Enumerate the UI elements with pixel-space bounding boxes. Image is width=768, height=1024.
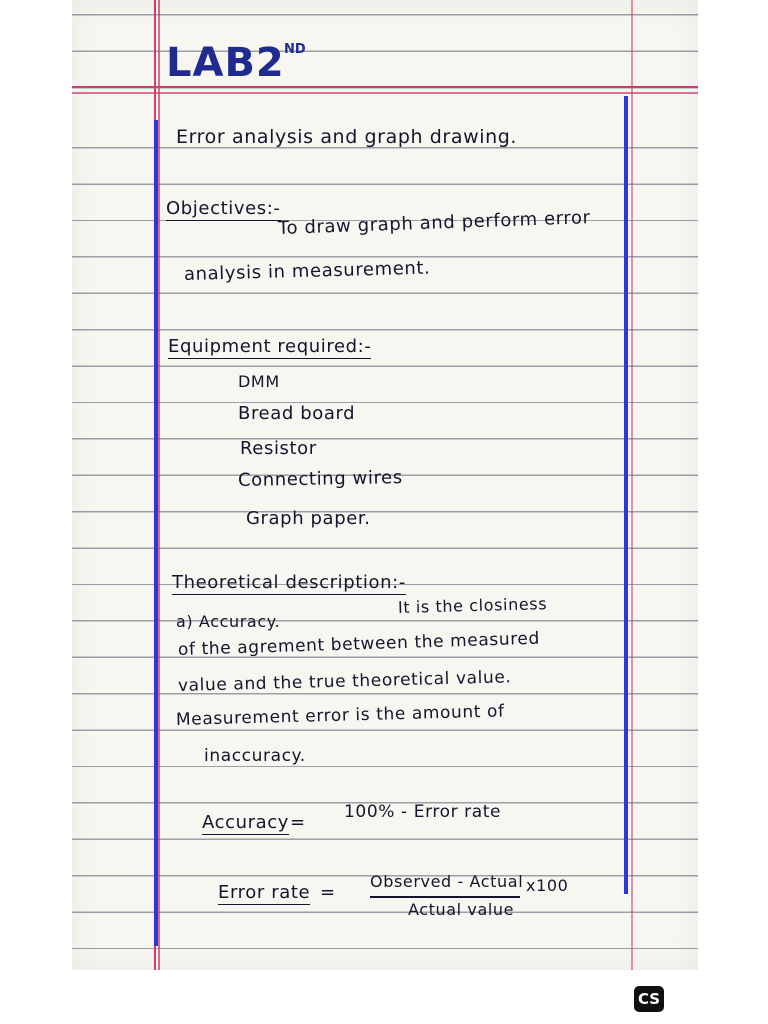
right-margin-line xyxy=(631,0,633,970)
equipment-item-breadboard: Bread board xyxy=(238,403,356,424)
theory-line-3: value and the true theoretical value. xyxy=(177,667,512,696)
error-formula-lhs: Error rate xyxy=(218,882,311,903)
left-margin-line-2 xyxy=(158,0,160,970)
equipment-item-graph-paper: Graph paper. xyxy=(246,508,371,529)
camscanner-logo: CS xyxy=(634,986,664,1012)
objectives-line-2: analysis in measurement. xyxy=(183,257,431,285)
equipment-heading: Equipment required:- xyxy=(168,336,372,357)
topic-line: Error analysis and graph drawing. xyxy=(176,126,518,148)
accuracy-formula-rhs: 100% - Error rate xyxy=(344,802,502,822)
pen-left-border xyxy=(154,120,158,946)
error-formula-multiplier: x100 xyxy=(526,876,569,895)
error-formula-fraction-bar xyxy=(370,896,520,898)
objectives-line-1: To draw graph and perform error xyxy=(277,207,591,239)
theory-line-5: inaccuracy. xyxy=(204,746,306,766)
page-title-superscript: ND xyxy=(284,42,306,57)
accuracy-label: a) Accuracy. xyxy=(176,612,281,631)
equipment-item-resistor: Resistor xyxy=(240,438,317,459)
accuracy-formula-lhs: Accuracy xyxy=(202,812,289,833)
equipment-item-dmm: DMM xyxy=(238,372,280,391)
page-title: LAB2 xyxy=(166,40,285,86)
theory-heading: Theoretical description:- xyxy=(172,572,406,593)
notebook-page xyxy=(72,0,698,970)
theory-line-2: of the agrement between the measured xyxy=(177,628,541,660)
accuracy-formula-equals: = xyxy=(290,812,306,833)
equipment-item-wires: Connecting wires xyxy=(237,467,403,491)
header-line xyxy=(72,86,698,88)
header-line-2 xyxy=(72,92,698,94)
error-formula-equals: = xyxy=(320,882,336,903)
pen-right-border xyxy=(624,96,628,894)
error-formula-denominator: Actual value xyxy=(408,900,515,919)
objectives-heading: Objectives:- xyxy=(166,198,281,219)
error-formula-numerator: Observed - Actual xyxy=(370,872,524,891)
theory-line-1: It is the closiness xyxy=(397,594,548,617)
theory-line-4: Measurement error is the amount of xyxy=(175,701,505,730)
